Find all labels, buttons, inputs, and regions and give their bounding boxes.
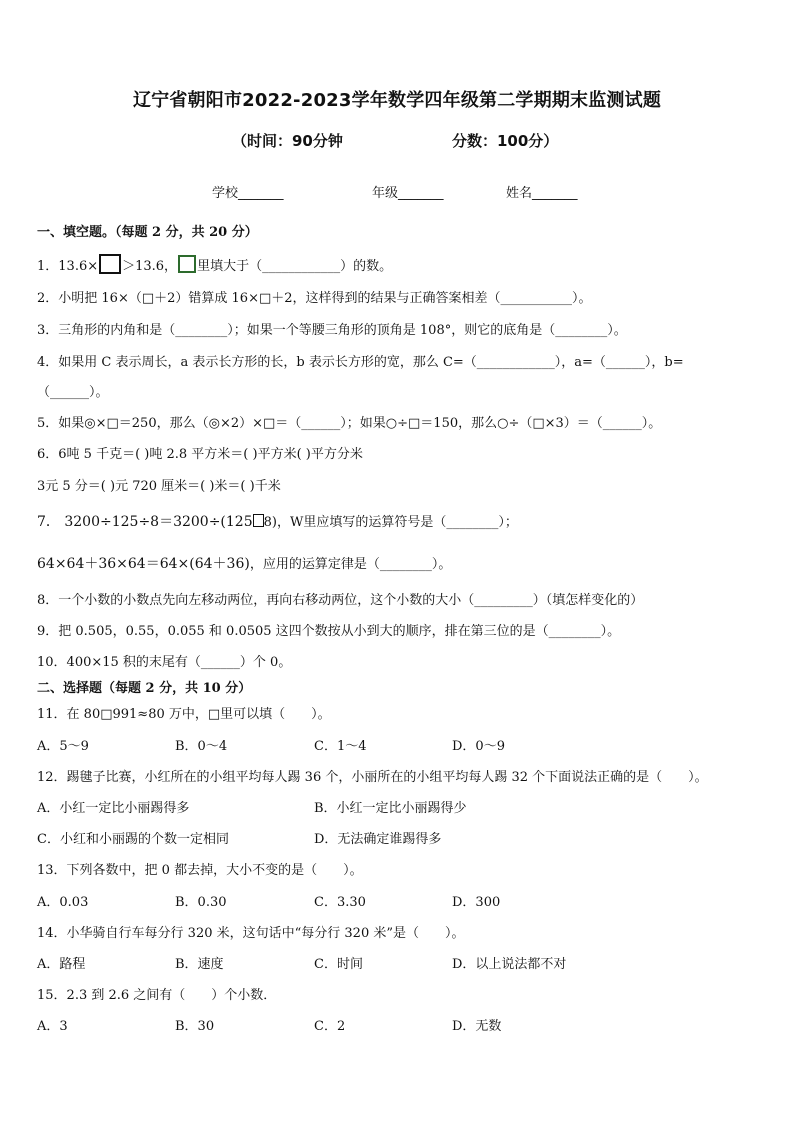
q15-option-b: B．30 (175, 1019, 215, 1034)
q11-option-a: A．5～9 (37, 739, 89, 754)
question-15: 15．2.3 到 2.6 之间有（ ）个小数． (37, 988, 277, 1003)
q14-option-a: A．路程 (37, 957, 86, 972)
q12-option-b: B．小红一定比小丽踢得少 (314, 801, 467, 816)
question-11: 11．在 80□991≈80 万中，□里可以填（ ）。 (37, 707, 331, 722)
question-13: 13．下列各数中，把 0 都去掉，大小不变的是（ ）。 (37, 863, 363, 878)
q14-option-d: D．以上说法都不对 (452, 957, 567, 972)
q12-option-d: D．无法确定谁踢得多 (314, 832, 442, 847)
exam-time: （时间：90分钟 (232, 132, 343, 150)
question-4-line-1: 4．如果用 C 表示周长，a 表示长方形的长，b 表示长方形的宽，那么 C=（____________），a=（______），b= (37, 355, 684, 370)
q7-formula: 64×64＋36×64＝64×(64＋36) (37, 556, 250, 572)
question-8: 8．一个小数的小数点先向左移动两位，再向右移动两位，这个小数的大小（_________）（填怎样变化的） (37, 593, 644, 608)
q15-option-c: C．2 (314, 1019, 346, 1034)
grade-field: 年级_______ (372, 186, 444, 201)
name-field: 姓名_______ (506, 186, 578, 201)
q1-part-b: ＞13.6， (122, 259, 178, 274)
q12-option-a: A．小红一定比小丽踢得多 (37, 801, 190, 816)
q11-option-b: B．0～4 (175, 739, 228, 754)
question-7-line-2 (37, 555, 451, 574)
q15-option-d: D．无数 (452, 1019, 502, 1034)
q1-part-a: 1．13.6× (37, 259, 99, 274)
q13-option-a: A．0.03 (37, 895, 89, 910)
question-3: 3．三角形的内角和是（________）；如果一个等腰三角形的顶角是 108°，则它的底角是（________）。 (37, 323, 627, 338)
q11-option-d: D．0～9 (452, 739, 505, 754)
q13-option-b: B．0.30 (175, 895, 227, 910)
q7-expression: 7． 3200÷125÷8＝3200÷(125 (37, 514, 253, 530)
question-5: 5．如果◎×□＝250，那么（◎×2）×□＝（______）；如果○÷□＝150，那么○÷（□×3）＝（______）。 (37, 416, 662, 431)
exam-score: 分数：100分） (452, 132, 559, 150)
question-7-line-1 (37, 513, 518, 532)
question-1 (37, 254, 392, 276)
question-6-line-2: 3元 5 分＝( )元 720 厘米＝( )米＝( )千米 (37, 479, 281, 494)
answer-box-green (178, 255, 196, 273)
section-1-heading: 一、填空题。（每题 2 分，共 20 分） (37, 225, 258, 240)
question-6-line-1: 6．6吨 5 千克＝( )吨 2.8 平方米＝( )平方米( )平方分米 (37, 447, 363, 462)
operator-box (253, 514, 264, 527)
q7-text: 8)，W里应填写的运算符号是（________）； (263, 515, 518, 530)
q1-part-c: 里填大于（____________）的数。 (197, 259, 393, 274)
question-10: 10．400×15 积的末尾有（______）个 0。 (37, 655, 292, 670)
question-12: 12．踢毽子比赛，小红所在的小组平均每人踢 36 个，小丽所在的小组平均每人踢 32 个下面说法正确的是（ ）。 (37, 770, 708, 785)
question-4-line-2: （______）。 (37, 385, 109, 400)
q7-formula-text: ，应用的运算定律是（________）。 (249, 557, 452, 572)
q14-option-c: C．时间 (314, 957, 363, 972)
q12-option-c: C．小红和小丽踢的个数一定相同 (37, 832, 229, 847)
q13-option-d: D．300 (452, 895, 501, 910)
question-9: 9．把 0.505，0.55，0.055 和 0.0505 这四个数按从小到大的顺序，排在第三位的是（________）。 (37, 624, 621, 639)
q13-option-c: C．3.30 (314, 895, 366, 910)
question-14: 14．小华骑自行车每分行 320 米，这句话中“每分行 320 米”是（ ）。 (37, 926, 465, 941)
school-field: 学校_______ (212, 186, 284, 201)
section-2-heading: 二、选择题（每题 2 分，共 10 分） (37, 681, 252, 696)
q11-option-c: C．1～4 (314, 739, 367, 754)
q15-option-a: A．3 (37, 1019, 68, 1034)
answer-box (99, 254, 121, 274)
q14-option-b: B．速度 (175, 957, 224, 972)
question-2: 2．小明把 16×（□＋2）错算成 16×□＋2，这样得到的结果与正确答案相差（___________）。 (37, 291, 592, 306)
page-title: 辽宁省朝阳市2022-2023学年数学四年级第二学期期末监测试题 (132, 90, 662, 111)
